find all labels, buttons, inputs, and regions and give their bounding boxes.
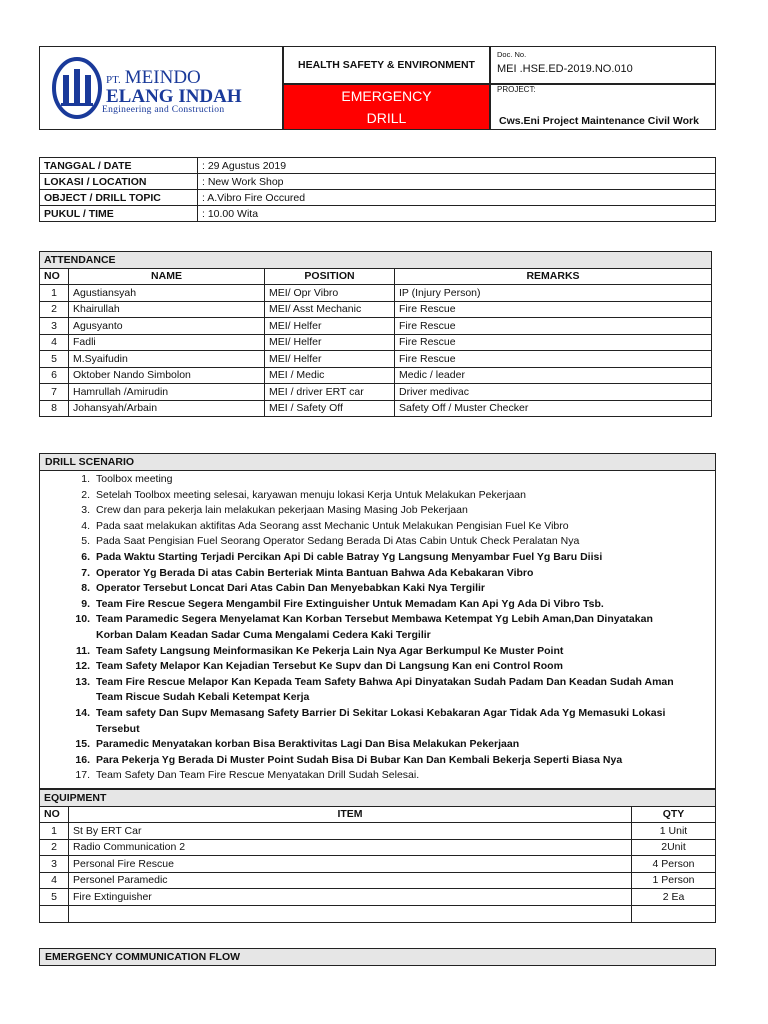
step-text-line: Team Fire Rescue Segera Mengambil Fire Extinguisher Untuk Memadam Kan Api Yg Ada Di Vibro Tsb. <box>96 597 604 610</box>
equipment-cell: Fire Extinguisher <box>69 889 632 906</box>
table-row <box>40 351 712 368</box>
scenario-step <box>55 753 622 769</box>
equipment-table <box>39 789 716 923</box>
scenario-step <box>55 550 602 566</box>
table-row <box>40 823 716 840</box>
document-title <box>283 84 490 130</box>
step-text <box>96 737 519 753</box>
attendance-cell: Oktober Nando Simbolon <box>69 367 265 384</box>
step-text-line: Team safety Dan Supv Memasang Safety Barrier Di Sekitar Lokasi Kebakaran Agar Tidak Ada Yg Memasuki Lokasi <box>96 707 666 719</box>
attendance-cell: 1 <box>40 285 69 302</box>
step-text <box>96 472 172 488</box>
scenario-step <box>55 488 526 504</box>
step-text-line: Setelah Toolbox meeting selesai, karyawan menuju lokasi Kerja Untuk Melakukan Pekerjaan <box>96 488 526 501</box>
equipment-cell: 2 <box>40 839 69 856</box>
attendance-table <box>39 251 712 417</box>
info-label: OBJECT / DRILL TOPIC <box>40 190 198 206</box>
step-text-line: Operator Tersebut Loncat Dari Atas Cabin Dan Menyebabkan Kaki Nya Tergilir <box>96 582 485 595</box>
scenario-step <box>55 597 604 613</box>
equipment-title: EQUIPMENT <box>40 790 716 807</box>
attendance-cell: 7 <box>40 384 69 401</box>
equipment-cell: 2Unit <box>632 839 716 856</box>
attendance-cell: Fire Rescue <box>395 301 712 318</box>
step-text-line: Team Fire Rescue Melapor Kan Kepada Team Safety Bahwa Api Dinyatakan Sudah Padam Dan Keadan Sudah Aman <box>96 675 674 688</box>
scenario-step <box>55 737 519 753</box>
equipment-header: QTY <box>632 806 716 823</box>
step-text-line: Team Paramedic Segera Menyelamat Kan Korban Tersebut Membawa Ketempat Yg Lebih Aman,Dan Dinyatakan <box>96 613 653 626</box>
table-row <box>40 872 716 889</box>
step-number: 6. <box>81 551 90 563</box>
communication-flow-title: EMERGENCY COMMUNICATION FLOW <box>39 948 716 966</box>
attendance-cell: 5 <box>40 351 69 368</box>
step-number: 17. <box>75 769 90 782</box>
step-text <box>96 675 674 706</box>
attendance-cell: MEI/ Asst Mechanic <box>265 301 395 318</box>
equipment-cell: St By ERT Car <box>69 823 632 840</box>
attendance-cell: Fadli <box>69 334 265 351</box>
attendance-cell: Fire Rescue <box>395 351 712 368</box>
attendance-cell: Johansyah/Arbain <box>69 400 265 417</box>
attendance-cell: Fire Rescue <box>395 318 712 335</box>
project-box <box>490 84 716 130</box>
attendance-cell: IP (Injury Person) <box>395 285 712 302</box>
attendance-cell: MEI / Medic <box>265 367 395 384</box>
info-label: TANGGAL / DATE <box>40 158 198 174</box>
company-name: PT. MEINDO ELANG INDAH <box>106 67 242 107</box>
scenario-step <box>55 768 419 784</box>
table-row <box>40 334 712 351</box>
step-number: 12. <box>75 660 90 673</box>
step-number: 8. <box>81 582 90 595</box>
step-text <box>96 597 604 613</box>
step-text <box>96 612 653 643</box>
info-value: : 29 Agustus 2019 <box>198 158 716 174</box>
step-text <box>96 581 485 597</box>
table-row <box>40 285 712 302</box>
drill-info-table <box>39 157 716 222</box>
table-row <box>40 856 716 873</box>
step-number: 13. <box>75 675 90 688</box>
table-row <box>40 889 716 906</box>
step-text <box>96 550 602 566</box>
attendance-header: REMARKS <box>395 268 712 285</box>
scenario-step <box>55 566 533 582</box>
step-text <box>96 753 622 769</box>
step-number: 7. <box>81 566 90 579</box>
company-logo-icon <box>52 57 102 119</box>
doc-number-label: Doc. No. <box>497 50 527 59</box>
step-text-line: Para Pekerja Yg Berada Di Muster Point Sudah Bisa Di Bubar Kan Dan Kembali Bekerja Seperti Biasa Nya <box>96 753 623 766</box>
step-text-line: Korban Dalam Keadan Sadar Cuma Mengalami Cedera Kaki Tergilir <box>96 628 431 641</box>
info-row <box>40 190 716 206</box>
step-number: 3. <box>81 504 90 517</box>
table-row <box>40 318 712 335</box>
table-row <box>40 367 712 384</box>
attendance-cell: Hamrullah /Amirudin <box>69 384 265 401</box>
step-text-line: Team Safety Melapor Kan Kejadian Tersebut Ke Supv dan Di Langsung Kan eni Control Room <box>96 660 563 673</box>
doc-number: MEI .HSE.ED-2019.NO.010 <box>497 63 633 75</box>
step-text <box>96 488 526 504</box>
step-number: 9. <box>81 597 90 610</box>
attendance-cell: MEI/ Helfer <box>265 334 395 351</box>
company-tagline: Engineering and Construction <box>102 105 225 115</box>
info-value: : 10.00 Wita <box>198 206 716 222</box>
info-label: PUKUL / TIME <box>40 206 198 222</box>
equipment-cell: Personel Paramedic <box>69 872 632 889</box>
attendance-cell: M.Syaifudin <box>69 351 265 368</box>
equipment-cell-empty <box>632 905 716 922</box>
scenario-step <box>55 644 563 660</box>
equipment-cell: 3 <box>40 856 69 873</box>
attendance-cell: Agusyanto <box>69 318 265 335</box>
attendance-header: NAME <box>69 268 265 285</box>
step-text-line: Pada saat melakukan aktifitas Ada Seorang asst Mechanic Untuk Melakukan Pengisian Fuel Ke Vibro <box>96 519 569 532</box>
step-text-line: Paramedic Menyatakan korban Bisa Beraktivitas Lagi Dan Bisa Melakukan Pekerjaan <box>96 738 520 751</box>
attendance-cell: 2 <box>40 301 69 318</box>
title-line-2: DRILL <box>366 110 407 126</box>
attendance-cell: MEI/ Opr Vibro <box>265 285 395 302</box>
info-row <box>40 158 716 174</box>
step-text <box>96 768 419 784</box>
attendance-cell: Safety Off / Muster Checker <box>395 400 712 417</box>
equipment-cell: 2 Ea <box>632 889 716 906</box>
equipment-cell: 4 <box>40 872 69 889</box>
attendance-title: ATTENDANCE <box>40 252 712 269</box>
step-text-line: Team Safety Langsung Meinformasikan Ke Pekerja Lain Nya Agar Berkumpul Ke Muster Point <box>96 644 564 657</box>
scenario-step <box>55 519 569 535</box>
doc-number-box <box>490 46 716 84</box>
scenario-step <box>55 659 563 675</box>
table-row <box>40 400 712 417</box>
step-text-line: Team Safety Dan Team Fire Rescue Menyatakan Drill Sudah Selesai. <box>96 769 420 782</box>
step-text-line: Tersebut <box>96 722 140 735</box>
table-row <box>40 384 712 401</box>
attendance-cell: 8 <box>40 400 69 417</box>
equipment-header: ITEM <box>69 806 632 823</box>
attendance-cell: MEI / Safety Off <box>265 400 395 417</box>
table-row <box>40 301 712 318</box>
step-number: 10. <box>75 613 90 626</box>
equipment-cell: 5 <box>40 889 69 906</box>
step-number: 1. <box>81 473 90 485</box>
info-value: : A.Vibro Fire Occured <box>198 190 716 206</box>
step-number: 5. <box>81 535 90 548</box>
equipment-cell-empty <box>40 905 69 922</box>
step-text-line: Pada Waktu Starting Terjadi Percikan Api Di cable Batray Yg Langsung Menyambar Fuel Yg Baru Diisi <box>96 551 603 563</box>
equipment-cell-empty <box>69 905 632 922</box>
drill-scenario-title: DRILL SCENARIO <box>39 453 716 471</box>
scenario-step <box>55 581 485 597</box>
title-line-1: EMERGENCY <box>341 88 432 104</box>
project-label: PROJECT: <box>497 85 536 94</box>
step-number: 14. <box>75 707 90 719</box>
scenario-step <box>55 706 665 737</box>
step-text <box>96 534 579 550</box>
attendance-header: POSITION <box>265 268 395 285</box>
step-text <box>96 706 665 737</box>
attendance-cell: MEI / driver ERT car <box>265 384 395 401</box>
table-row <box>40 839 716 856</box>
step-text <box>96 644 563 660</box>
info-value: : New Work Shop <box>198 174 716 190</box>
step-text-line: Operator Yg Berada Di atas Cabin Berteriak Minta Bantuan Bahwa Ada Kebakaran Vibro <box>96 566 534 579</box>
step-text <box>96 566 533 582</box>
step-text-line: Pada Saat Pengisian Fuel Seorang Operator Sedang Berada Di Atas Cabin Untuk Check Peralatan Nya <box>96 535 580 548</box>
equipment-cell: 4 Person <box>632 856 716 873</box>
project-name: Cws.Eni Project Maintenance Civil Work <box>499 115 699 127</box>
attendance-cell: Driver medivac <box>395 384 712 401</box>
attendance-cell: Khairullah <box>69 301 265 318</box>
equipment-cell: 1 Unit <box>632 823 716 840</box>
attendance-header: NO <box>40 268 69 285</box>
scenario-step <box>55 534 579 550</box>
step-text <box>96 503 468 519</box>
attendance-cell: MEI/ Helfer <box>265 351 395 368</box>
attendance-cell: MEI/ Helfer <box>265 318 395 335</box>
scenario-step <box>55 675 674 706</box>
step-text-line: Crew dan para pekerja lain melakukan pekerjaan Masing Masing Job Pekerjaan <box>96 504 468 517</box>
attendance-cell: Agustiansyah <box>69 285 265 302</box>
attendance-cell: 4 <box>40 334 69 351</box>
equipment-cell: Radio Communication 2 <box>69 839 632 856</box>
attendance-cell: Fire Rescue <box>395 334 712 351</box>
company-logo-box <box>39 46 283 130</box>
step-text-line: Toolbox meeting <box>96 473 173 485</box>
step-number: 2. <box>81 488 90 501</box>
scenario-step <box>55 472 172 488</box>
equipment-header: NO <box>40 806 69 823</box>
step-number: 11. <box>75 644 90 657</box>
step-number: 4. <box>81 519 90 532</box>
step-text <box>96 659 563 675</box>
step-text <box>96 519 569 535</box>
scenario-step <box>55 612 653 643</box>
equipment-cell: 1 Person <box>632 872 716 889</box>
info-row <box>40 206 716 222</box>
step-number: 16. <box>75 753 90 766</box>
equipment-cell: Personal Fire Rescue <box>69 856 632 873</box>
info-label: LOKASI / LOCATION <box>40 174 198 190</box>
step-text-line: Team Riscue Sudah Kebali Ketempat Kerja <box>96 691 310 704</box>
attendance-cell: Medic / leader <box>395 367 712 384</box>
attendance-cell: 6 <box>40 367 69 384</box>
scenario-step <box>55 503 468 519</box>
equipment-cell: 1 <box>40 823 69 840</box>
department-label: HEALTH SAFETY & ENVIRONMENT <box>283 46 490 84</box>
step-number: 15. <box>75 738 90 751</box>
table-row-empty <box>40 905 716 922</box>
attendance-cell: 3 <box>40 318 69 335</box>
info-row <box>40 174 716 190</box>
